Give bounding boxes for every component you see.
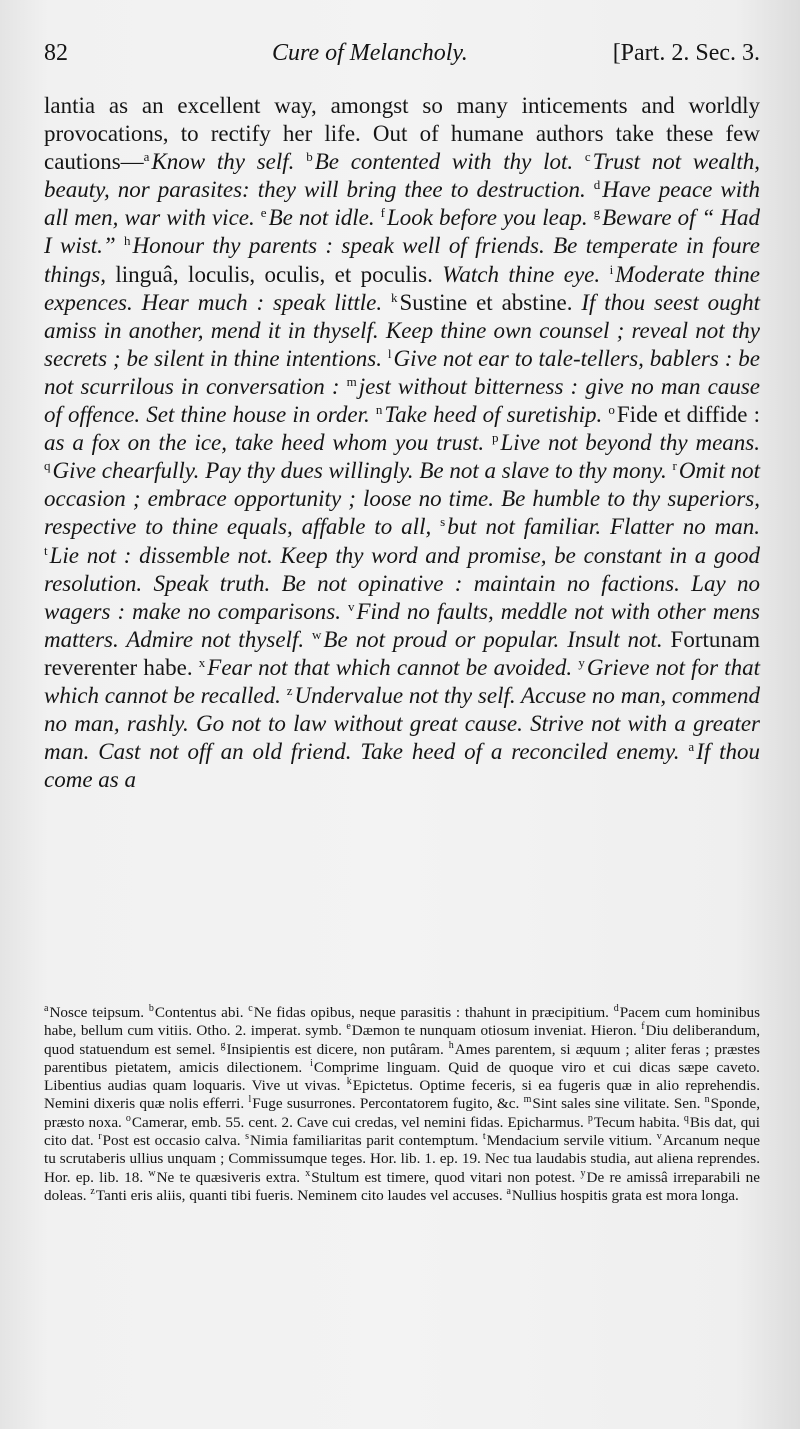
footnote-marker: a bbox=[506, 1185, 511, 1197]
body-text-run-italic: jest without bitterness : give no man cause of offence. Set thine house in order. bbox=[44, 373, 760, 428]
footnote-marker: g bbox=[593, 205, 601, 221]
footnote-marker: b bbox=[306, 149, 313, 165]
footnote-marker: i bbox=[609, 261, 614, 277]
footnote-marker: s bbox=[245, 1131, 250, 1143]
footnote-marker: i bbox=[310, 1057, 313, 1069]
page-header bbox=[44, 40, 760, 76]
footnote-marker: q bbox=[44, 458, 51, 474]
body-text-run-italic: Be not proud or popular. Insult not. bbox=[323, 626, 671, 652]
footnote-marker: h bbox=[124, 233, 131, 249]
footnote-marker: k bbox=[346, 1076, 352, 1088]
footnote-marker: t bbox=[44, 542, 48, 558]
body-text-run-italic: Honour thy parents : speak well of friends. Be temperate in foure things, bbox=[44, 233, 760, 287]
body-text-run-italic: Know thy self. bbox=[151, 149, 307, 175]
footnote-marker: m bbox=[523, 1094, 532, 1106]
body-text-run-italic: Trust not wealth, beauty, nor parasites: they will bring thee to destruction. bbox=[44, 149, 760, 203]
footnote-text: Fuge susurrones. Percontatorem fugito, &c. bbox=[252, 1095, 524, 1113]
footnote-marker: x bbox=[198, 654, 206, 670]
footnote-marker: z bbox=[90, 1185, 95, 1197]
body-text-run-italic: Have peace with all men, war with vice. bbox=[44, 177, 760, 231]
footnote-text: Contentus abi. bbox=[154, 1004, 249, 1021]
footnote-marker: e bbox=[346, 1021, 351, 1033]
body-text-run-italic: Undervalue not thy self. Accuse no man, commend no man, rashly. Go not to law without great cause. Strive not with a greater man. Cast not off an old friend. Take heed of a reconciled enemy. bbox=[44, 682, 760, 765]
footnote-marker: f bbox=[641, 1021, 645, 1033]
footnote-marker: f bbox=[380, 205, 385, 221]
footnote-marker: d bbox=[613, 1003, 619, 1014]
body-text-run-italic: as a fox on the ice, take heed whom you trust. bbox=[44, 430, 493, 456]
body-text-run-italic: If thou come as a bbox=[44, 739, 760, 793]
footnote-marker: y bbox=[580, 1167, 586, 1179]
body-text-run-italic: Find no faults, meddle not with other mens matters. Admire not thyself. bbox=[44, 598, 761, 652]
footnote-marker: l bbox=[248, 1094, 252, 1106]
running-title: Cure of Melancholy. bbox=[272, 40, 468, 66]
footnote-marker: c bbox=[584, 149, 591, 165]
body-text-run-italic: Grieve not for that which cannot be recalled. bbox=[44, 654, 761, 708]
footnote-text: Stultum est timere, quod vitari non potest. bbox=[311, 1168, 581, 1186]
body-text-run: Sustine et abstine. bbox=[399, 289, 582, 315]
body-text-run: linguâ, loculis, oculis, et poculis. bbox=[115, 261, 443, 287]
body-text-run-italic: Omit not occasion ; embrace opportunity ; loose no time. Be humble to thy superiors, respective to thine equals, affable to all, bbox=[44, 458, 760, 540]
footnote-text: Dæmon te nunquam otiosum inveniat. Hieron. bbox=[351, 1022, 642, 1040]
footnote-text: Nimia familiaritas parit contemptum. bbox=[250, 1132, 483, 1150]
footnote-marker: r bbox=[672, 458, 677, 474]
footnote-marker: x bbox=[305, 1167, 311, 1179]
footnote-marker: h bbox=[448, 1039, 454, 1051]
footnote-marker: a bbox=[143, 149, 150, 165]
section-reference: [Part. 2. Sec. 3. bbox=[612, 40, 760, 66]
footnote-marker: m bbox=[346, 373, 357, 389]
body-text-run-italic: Give not ear to tale-tellers, bablers : be not scurrilous in conversation : bbox=[44, 345, 760, 399]
footnote-marker: a bbox=[688, 739, 695, 755]
footnote-text: Bis dat, qui cito dat. bbox=[44, 1113, 760, 1150]
footnote-text: Arcanum neque tu scrutaberis ullius unquam ; Commissumque teges. Hor. lib. 1. ep. 19. Nec tua laudabis studia, aut aliena reprendes. Hor. ep. lib. 18. bbox=[44, 1132, 761, 1186]
footnote-marker: c bbox=[248, 1003, 253, 1014]
footnote-text: Insipientis est dicere, non putâram. bbox=[226, 1040, 449, 1058]
footnote-text: Sponde, præsto noxa. bbox=[44, 1095, 761, 1131]
footnote-marker: p bbox=[587, 1112, 593, 1124]
footnote-text: Nullius hospitis grata est mora longa. bbox=[511, 1186, 739, 1204]
footnote-marker: e bbox=[260, 205, 267, 221]
footnote-text: Ne fidas opibus, neque parasitis : thahunt in præcipitium. bbox=[253, 1004, 614, 1021]
footnote-marker: r bbox=[98, 1131, 102, 1143]
footnote-paragraph bbox=[44, 1004, 760, 1205]
body-text-run: Fortunam reverenter habe. bbox=[44, 626, 760, 680]
body-text-run: lantia as an excellent way, amongst so many inticements and worldly provocations, to rectify her life. Out of humane authors take these few cautions— bbox=[44, 93, 760, 175]
footnote-marker: q bbox=[683, 1112, 689, 1124]
body-text-run-italic: Take heed of suretiship. bbox=[384, 402, 609, 428]
footnote-text: Mendacium servile vitium. bbox=[486, 1132, 657, 1150]
footnote-marker: v bbox=[656, 1131, 662, 1143]
footnote-text: Epictetus. Optime feceris, si ea fugeris quæ in alio reprehendis. Nemini dixeris quæ nolis efferri. bbox=[44, 1077, 760, 1113]
footnote-text: Sint sales sine vilitate. Sen. bbox=[532, 1095, 705, 1113]
body-text bbox=[44, 92, 760, 794]
footnote-text: Post est occasio calva. bbox=[102, 1132, 246, 1150]
footnote-marker: d bbox=[593, 177, 601, 193]
footnote-marker: l bbox=[387, 345, 392, 361]
footnote-marker: k bbox=[391, 289, 398, 305]
body-text-run-italic: Watch thine eye. bbox=[442, 261, 610, 287]
footnote-marker: n bbox=[375, 402, 383, 418]
footnote-text: Diu deliberandum, quod statuendum est semel. bbox=[44, 1022, 760, 1058]
body-text-run-italic: Beware of “ Had I wist.” bbox=[44, 205, 760, 259]
body-text-run-italic: If thou seest ought amiss in another, mend it in thyself. Keep thine own counsel ; reveal not thy secrets ; be silent in thine intentions. bbox=[44, 289, 760, 371]
footnote-marker: t bbox=[482, 1131, 486, 1143]
footnote-marker: w bbox=[148, 1167, 156, 1179]
footnote-marker: n bbox=[704, 1094, 710, 1106]
body-text-run: Fide et diffide : bbox=[616, 402, 760, 428]
footnote-marker: g bbox=[220, 1039, 226, 1051]
footnote-marker: y bbox=[578, 654, 585, 670]
body-paragraph bbox=[44, 92, 760, 794]
footnote-marker: s bbox=[440, 514, 446, 530]
footnote-text: Ames parentem, si æquum ; aliter feras ; præstes parentibus pietatem, amicis dilectionem. bbox=[44, 1040, 760, 1076]
page-number: 82 bbox=[44, 40, 68, 66]
footnote-text: Tanti eris aliis, quanti tibi fueris. Neminem cito laudes vel accuses. bbox=[95, 1186, 507, 1204]
footnote-text: Nosce teipsum. bbox=[49, 1004, 149, 1021]
footnote-marker: b bbox=[148, 1003, 154, 1014]
footnotes bbox=[44, 1004, 760, 1205]
footnote-text: De re amissâ irreparabili ne doleas. bbox=[44, 1168, 760, 1204]
body-text-run-italic: Look before you leap. bbox=[386, 205, 594, 231]
footnote-marker: o bbox=[608, 402, 615, 418]
footnote-text: Comprime linguam. Quid de quoque viro et cui dicas sæpe caveto. Libentius audias quam loquaris. Vive ut vivas. bbox=[44, 1058, 760, 1095]
body-text-run-italic: Fear not that which cannot be avoided. bbox=[207, 654, 579, 680]
body-text-run-italic: Be contented with thy lot. bbox=[314, 149, 585, 175]
footnote-marker: w bbox=[312, 626, 322, 642]
body-text-run-italic: but not familiar. Flatter no man. bbox=[447, 514, 761, 540]
body-text-run-italic: Be not idle. bbox=[268, 205, 381, 231]
footnote-text: Ne te quæsiveris extra. bbox=[156, 1168, 306, 1186]
footnote-marker: o bbox=[125, 1112, 131, 1124]
footnote-marker: a bbox=[44, 1003, 49, 1014]
body-text-run-italic: Lie not : dissemble not. Keep thy word and promise, be constant in a good resolution. Speak truth. Be not opinative : maintain no factions. Lay no wagers : make no comparisons. bbox=[44, 542, 760, 624]
body-text-run-italic: Live not beyond thy means. bbox=[500, 430, 760, 456]
footnote-marker: z bbox=[286, 682, 293, 698]
footnote-marker: v bbox=[347, 598, 355, 614]
footnote-text: Tecum habita. bbox=[593, 1113, 684, 1131]
footnote-marker: p bbox=[492, 430, 499, 446]
body-text-run-italic: Give chearfully. Pay thy dues willingly. Be not a slave to thy mony. bbox=[52, 458, 673, 484]
footnote-text: Camerar, emb. 55. cent. 2. Cave cui credas, vel nemini fidas. Epicharmus. bbox=[131, 1113, 588, 1131]
footnote-text: Pacem cum hominibus habe, bellum cum vitiis. Otho. 2. imperat. symb. bbox=[44, 1004, 761, 1040]
body-text-run-italic: Moderate thine expences. Hear much : speak little. bbox=[44, 261, 761, 315]
